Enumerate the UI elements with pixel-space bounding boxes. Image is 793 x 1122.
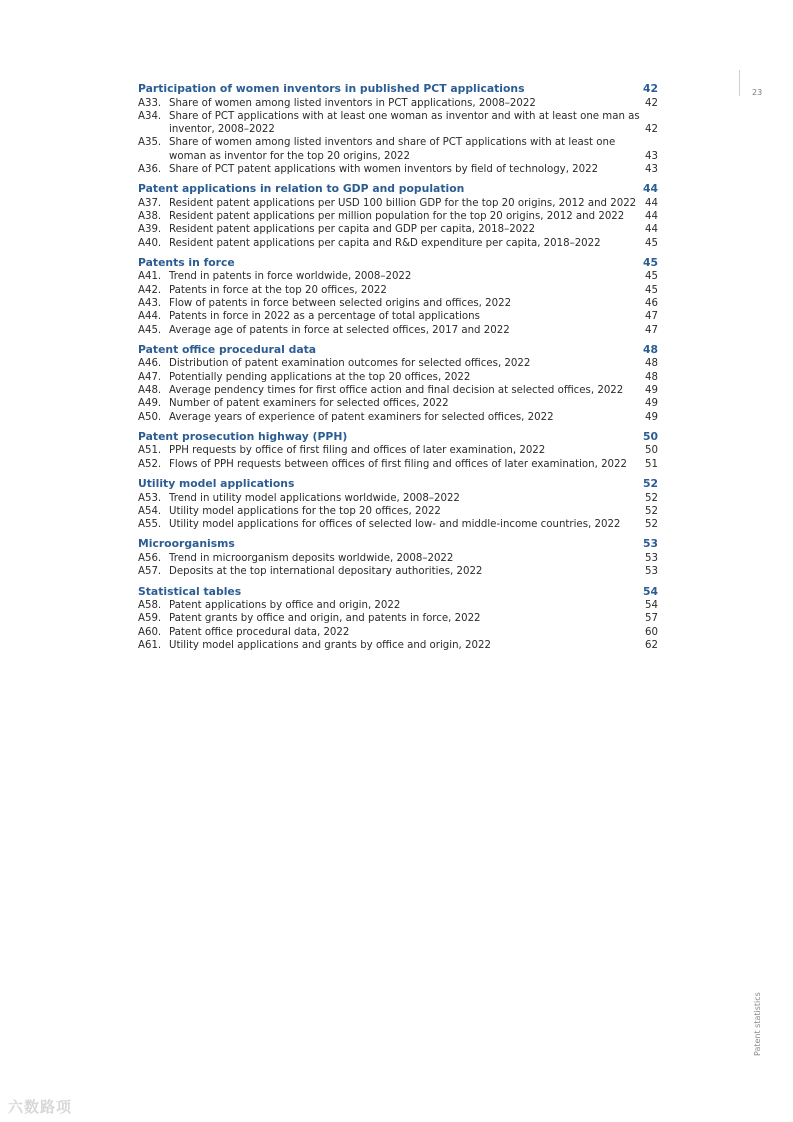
toc-entry[interactable] xyxy=(138,371,658,384)
toc-section-heading[interactable] xyxy=(138,82,658,96)
entry-title: Average age of patents in force at selected offices, 2017 and 2022 xyxy=(169,324,510,336)
entry-code: A48. xyxy=(138,385,162,397)
toc-entry[interactable] xyxy=(138,612,658,625)
entry-code: A40. xyxy=(138,237,162,249)
toc-section xyxy=(138,585,658,653)
entry-title: Utility model applications and grants by office and origin, 2022 xyxy=(169,639,491,651)
entry-code: A45. xyxy=(138,324,162,336)
toc-section xyxy=(138,477,658,531)
toc-section xyxy=(138,430,658,471)
toc-entry[interactable] xyxy=(138,223,658,236)
entry-code: A38. xyxy=(138,211,162,223)
entry-page-number: 48 xyxy=(645,358,658,370)
entry-title: Trend in microorganism deposits worldwide, 2008–2022 xyxy=(169,552,454,564)
entry-code: A59. xyxy=(138,613,162,625)
entry-title: Share of women among listed inventors and share of PCT applications with at least one woman as inventor for the top 20 origins, 2022 xyxy=(169,137,616,162)
entry-title: Number of patent examiners for selected offices, 2022 xyxy=(169,398,449,410)
section-page-number: 54 xyxy=(642,584,658,598)
entry-page-number: 49 xyxy=(645,385,658,397)
toc-section-heading[interactable] xyxy=(138,182,658,196)
entry-title: Utility model applications for offices of selected low- and middle-income countries, 2022 xyxy=(169,519,621,531)
entry-title: Flows of PPH requests between offices of first filing and offices of later examination, 2022 xyxy=(169,458,627,470)
entry-page-number: 62 xyxy=(645,639,658,651)
entry-title: Resident patent applications per million population for the top 20 origins, 2012 and 2022 xyxy=(169,211,625,223)
entry-code: A47. xyxy=(138,371,162,383)
section-title: Statistical tables xyxy=(138,584,242,598)
entry-code: A49. xyxy=(138,398,162,410)
entry-page-number: 45 xyxy=(645,271,658,283)
entry-page-number: 48 xyxy=(645,371,658,383)
entry-title: Trend in patents in force worldwide, 2008–2022 xyxy=(169,271,412,283)
entry-code: A58. xyxy=(138,600,162,612)
entry-page-number: 44 xyxy=(645,224,658,236)
entry-title: Average years of experience of patent examiners for selected offices, 2022 xyxy=(169,411,554,423)
entry-title: Patent office procedural data, 2022 xyxy=(169,626,350,638)
toc-entry[interactable] xyxy=(138,163,658,176)
entry-page-number: 42 xyxy=(645,124,658,136)
entry-code: A37. xyxy=(138,197,162,209)
entry-title: Resident patent applications per capita and R&D expenditure per capita, 2018–2022 xyxy=(169,237,601,249)
entry-code: A60. xyxy=(138,626,162,638)
toc-entry[interactable] xyxy=(138,492,658,505)
toc-entry[interactable] xyxy=(138,397,658,410)
toc-entry[interactable] xyxy=(138,270,658,283)
entry-code: A56. xyxy=(138,552,162,564)
section-page-number: 50 xyxy=(642,429,658,443)
toc-entry[interactable] xyxy=(138,310,658,323)
entry-title: Patent applications by office and origin, 2022 xyxy=(169,600,401,612)
toc-section-heading[interactable] xyxy=(138,343,658,357)
toc-entry[interactable] xyxy=(138,505,658,518)
toc-entry[interactable] xyxy=(138,136,658,163)
section-page-number: 42 xyxy=(642,82,658,95)
entry-title: Flow of patents in force between selected origins and offices, 2022 xyxy=(169,298,512,310)
table-of-contents xyxy=(138,82,658,658)
toc-entry[interactable] xyxy=(138,297,658,310)
entry-code: A44. xyxy=(138,311,162,323)
entry-code: A34. xyxy=(138,110,162,122)
toc-entry[interactable] xyxy=(138,357,658,370)
page-number: 23 xyxy=(752,88,763,97)
entry-code: A61. xyxy=(138,639,162,651)
toc-entry[interactable] xyxy=(138,384,658,397)
entry-page-number: 49 xyxy=(645,398,658,410)
entry-code: A42. xyxy=(138,284,162,296)
entry-title: Deposits at the top international depositary authorities, 2022 xyxy=(169,566,483,578)
toc-entry[interactable] xyxy=(138,552,658,565)
entry-code: A36. xyxy=(138,163,162,175)
entry-page-number: 53 xyxy=(645,566,658,578)
toc-section xyxy=(138,256,658,337)
entry-page-number: 50 xyxy=(645,445,658,457)
toc-entry[interactable] xyxy=(138,197,658,210)
entry-code: A54. xyxy=(138,505,162,517)
entry-code: A39. xyxy=(138,224,162,236)
entry-code: A50. xyxy=(138,411,162,423)
toc-entry[interactable] xyxy=(138,97,658,110)
entry-code: A55. xyxy=(138,519,162,531)
section-page-number: 52 xyxy=(642,477,658,491)
entry-code: A35. xyxy=(138,137,162,149)
section-title: Participation of women inventors in published PCT applications xyxy=(138,82,525,95)
entry-page-number: 44 xyxy=(645,197,658,209)
toc-section-heading[interactable] xyxy=(138,256,658,270)
entry-page-number: 52 xyxy=(645,505,658,517)
entry-page-number: 54 xyxy=(645,600,658,612)
entry-title: PPH requests by office of first filing and offices of later examination, 2022 xyxy=(169,445,546,457)
section-page-number: 53 xyxy=(642,537,658,551)
section-title: Patent prosecution highway (PPH) xyxy=(138,429,348,443)
entry-page-number: 47 xyxy=(645,311,658,323)
toc-entry[interactable] xyxy=(138,565,658,578)
toc-entry[interactable] xyxy=(138,284,658,297)
entry-code: A53. xyxy=(138,492,162,504)
toc-entry[interactable] xyxy=(138,599,658,612)
section-page-number: 44 xyxy=(642,182,658,196)
toc-entry[interactable] xyxy=(138,210,658,223)
entry-code: A43. xyxy=(138,298,162,310)
entry-code: A41. xyxy=(138,271,162,283)
toc-section-heading[interactable] xyxy=(138,477,658,491)
entry-title: Utility model applications for the top 20 offices, 2022 xyxy=(169,505,441,517)
entry-title: Average pendency times for first office action and final decision at selected offices, 2022 xyxy=(169,385,624,397)
toc-entry[interactable] xyxy=(138,444,658,457)
entry-title: Trend in utility model applications worldwide, 2008–2022 xyxy=(169,492,460,504)
toc-entry[interactable] xyxy=(138,518,658,531)
section-page-number: 45 xyxy=(642,255,658,269)
section-title: Patent office procedural data xyxy=(138,342,317,356)
toc-entry[interactable] xyxy=(138,458,658,471)
entry-code: A33. xyxy=(138,97,162,109)
toc-section xyxy=(138,537,658,578)
toc-entry[interactable] xyxy=(138,411,658,424)
section-page-number: 48 xyxy=(642,342,658,356)
entry-title: Share of PCT applications with at least one woman as inventor and with at least one man as inventor, 2008–2022 xyxy=(169,110,640,136)
entry-title: Resident patent applications per USD 100 billion GDP for the top 20 origins, 2012 and 2022 xyxy=(169,197,637,209)
toc-section-heading[interactable] xyxy=(138,585,658,599)
toc-entry[interactable] xyxy=(138,110,658,137)
entry-title: Patents in force in 2022 as a percentage of total applications xyxy=(169,311,480,323)
toc-entry[interactable] xyxy=(138,324,658,337)
entry-page-number: 45 xyxy=(645,284,658,296)
section-title: Utility model applications xyxy=(138,477,295,491)
entry-page-number: 43 xyxy=(645,150,658,162)
entry-title: Patents in force at the top 20 offices, 2022 xyxy=(169,284,387,296)
entry-page-number: 53 xyxy=(645,552,658,564)
toc-section xyxy=(138,343,658,424)
toc-section-heading[interactable] xyxy=(138,430,658,444)
toc-section xyxy=(138,182,658,250)
entry-page-number: 47 xyxy=(645,324,658,336)
section-title: Microorganisms xyxy=(138,537,235,551)
entry-page-number: 42 xyxy=(645,97,658,109)
entry-title: Resident patent applications per capita and GDP per capita, 2018–2022 xyxy=(169,224,536,236)
entry-page-number: 46 xyxy=(645,298,658,310)
entry-code: A52. xyxy=(138,458,162,470)
entry-title: Patent grants by office and origin, and patents in force, 2022 xyxy=(169,613,481,625)
entry-page-number: 57 xyxy=(645,613,658,625)
toc-section-heading[interactable] xyxy=(138,537,658,551)
toc-entry[interactable] xyxy=(138,626,658,639)
entry-page-number: 49 xyxy=(645,411,658,423)
toc-section xyxy=(138,82,658,176)
entry-title: Share of PCT patent applications with women inventors by field of technology, 2022 xyxy=(169,163,599,175)
entry-page-number: 52 xyxy=(645,492,658,504)
toc-entry[interactable] xyxy=(138,639,658,652)
entry-page-number: 44 xyxy=(645,211,658,223)
entry-code: A57. xyxy=(138,566,162,578)
entry-page-number: 60 xyxy=(645,626,658,638)
entry-code: A51. xyxy=(138,445,162,457)
entry-title: Share of women among listed inventors in PCT applications, 2008–2022 xyxy=(169,97,536,109)
toc-entry[interactable] xyxy=(138,237,658,250)
entry-title: Potentially pending applications at the top 20 offices, 2022 xyxy=(169,371,471,383)
entry-page-number: 43 xyxy=(645,163,658,175)
entry-page-number: 45 xyxy=(645,237,658,249)
entry-code: A46. xyxy=(138,358,162,370)
section-title: Patent applications in relation to GDP and population xyxy=(138,182,465,196)
watermark: 六数路项 xyxy=(8,1098,73,1116)
running-section-label: Patent statistics xyxy=(753,992,762,1056)
entry-page-number: 51 xyxy=(645,458,658,470)
section-title: Patents in force xyxy=(138,255,235,269)
entry-title: Distribution of patent examination outcomes for selected offices, 2022 xyxy=(169,358,531,370)
entry-page-number: 52 xyxy=(645,519,658,531)
header-divider xyxy=(739,70,740,96)
